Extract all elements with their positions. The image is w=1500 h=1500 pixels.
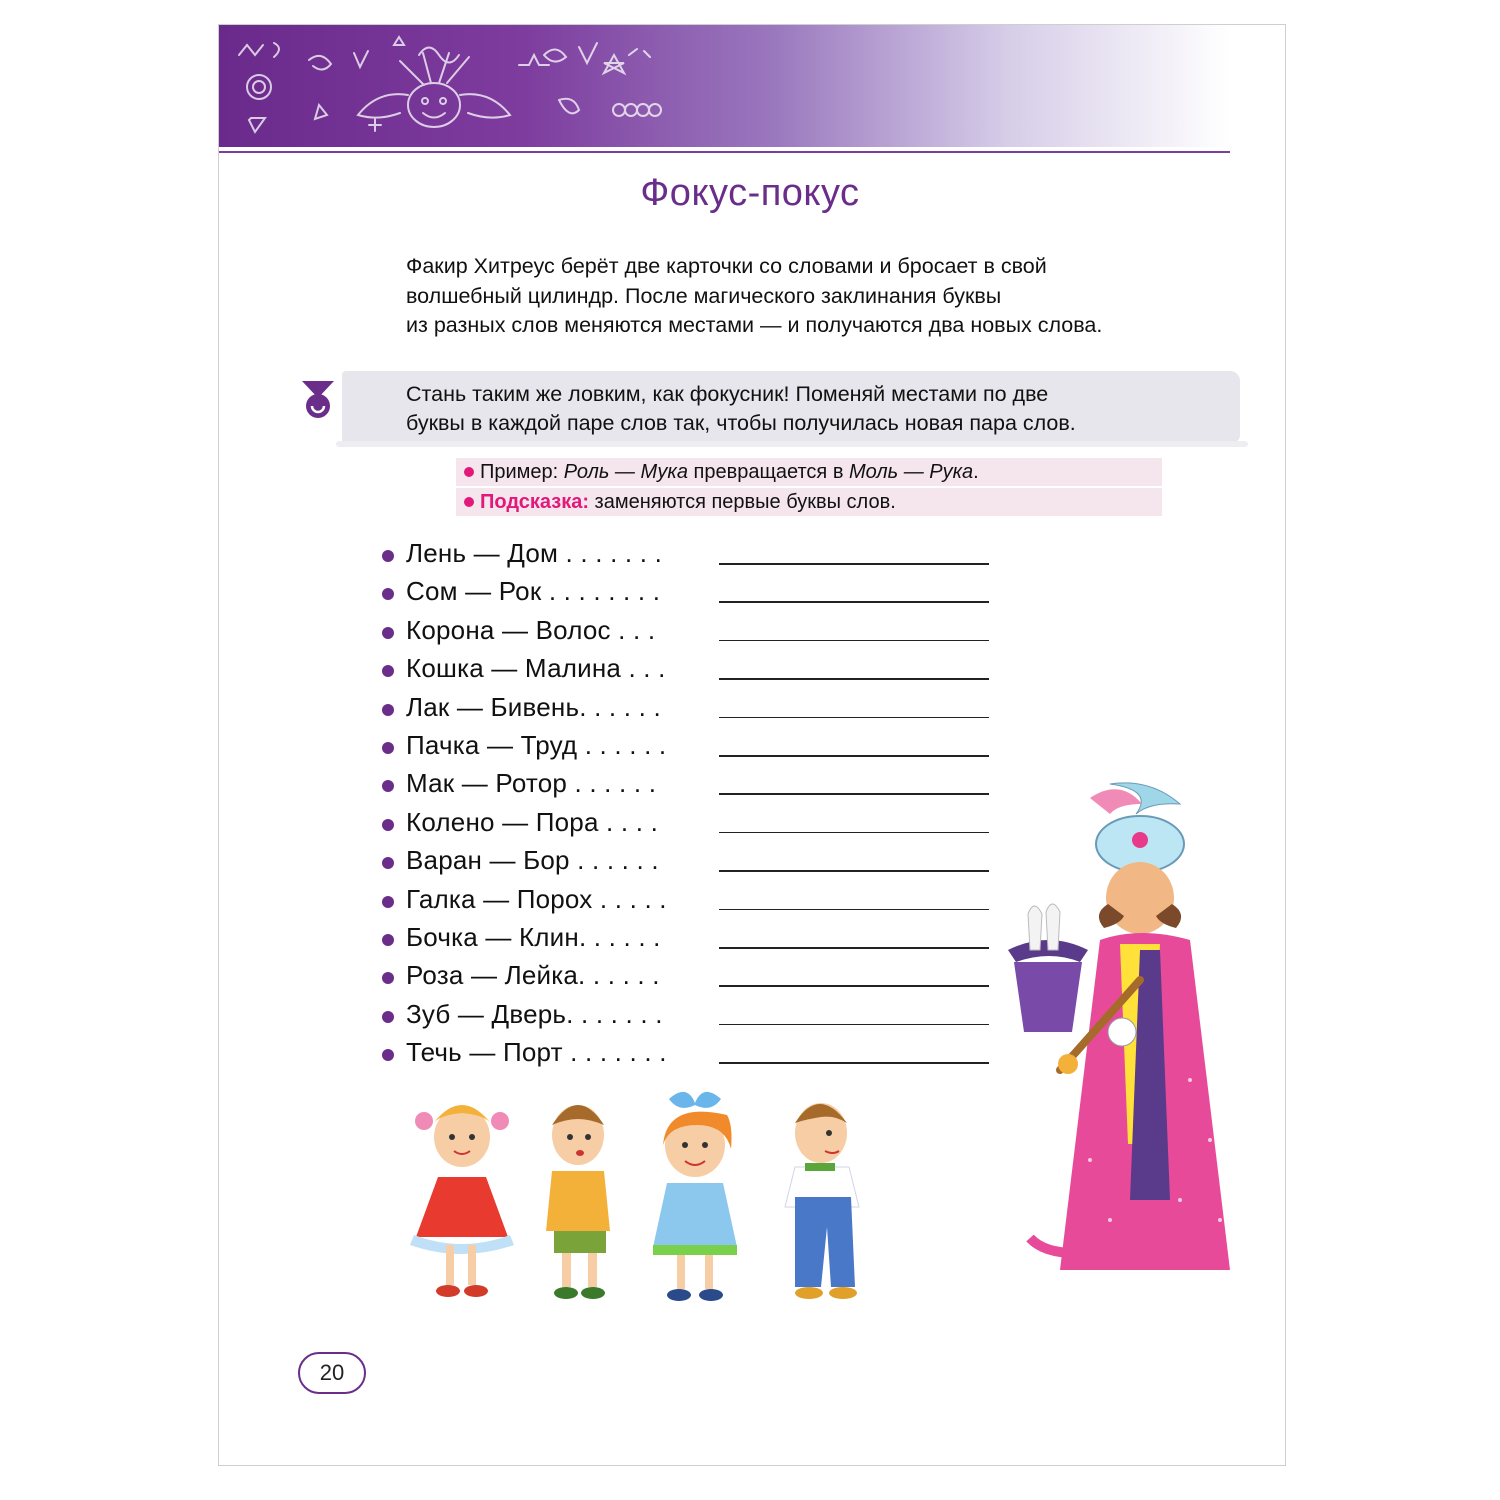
exercise-word-pair: Роза — Лейка. . . . . . (406, 960, 660, 991)
magician-illustration (990, 780, 1280, 1300)
task-line: Стань таким же ловким, как фокусник! Поменяй местами по две (406, 382, 1049, 406)
answer-line[interactable] (719, 985, 989, 987)
intro-line: из разных слов меняются местами — и получаются два новых слова. (406, 313, 1103, 337)
exercise-word-pair: Колено — Пора . . . . (406, 806, 658, 837)
exercise-item (378, 728, 990, 766)
girl-red-dress-figure (410, 1105, 514, 1297)
hint-label: Подсказка: (480, 491, 589, 513)
exercise-item (378, 766, 990, 804)
intro-line: Факир Хитреус берёт две карточки со словами и бросает в свой (406, 254, 1047, 278)
example-suffix: . (973, 461, 979, 483)
bullet-icon (382, 1011, 394, 1023)
exercise-word-pair: Лень — Дом . . . . . . . (406, 538, 663, 568)
answer-line[interactable] (719, 793, 989, 795)
bullet-icon (382, 857, 394, 869)
exercise-item (378, 843, 990, 881)
bullet-icon (382, 742, 394, 754)
example-bullet-icon (464, 467, 474, 477)
exercise-word-pair: Мак — Ротор . . . . . . (406, 768, 657, 799)
task-marker-icon (300, 378, 336, 422)
exercise-word-pair: Пачка — Труд . . . . . . (406, 730, 667, 760)
exercise-word-pair: Кошка — Малина . . . (406, 653, 666, 684)
answer-line[interactable] (719, 870, 989, 872)
exercise-word-pair: Зуб — Дверь. . . . . . . (406, 998, 663, 1029)
girl-blue-dress-figure (653, 1092, 737, 1301)
answer-line[interactable] (719, 755, 989, 757)
example-middle: превращается в (687, 461, 849, 483)
exercise-item (378, 958, 990, 996)
task-line: буквы в каждой паре слов так, чтобы получилась новая пара слов. (406, 411, 1076, 435)
answer-line[interactable] (719, 678, 989, 680)
page-number: 20 (298, 1352, 366, 1394)
bullet-icon (382, 1049, 394, 1061)
bullet-icon (382, 896, 394, 908)
answer-line[interactable] (719, 1062, 989, 1064)
task-text (406, 380, 1236, 438)
exercise-item (378, 882, 990, 920)
exercise-word-pair: Бочка — Клин. . . . . . (406, 922, 661, 952)
bullet-icon (382, 704, 394, 716)
bullet-icon (382, 588, 394, 600)
bullet-icon (382, 665, 394, 677)
example-box (456, 458, 1162, 486)
hint-box (456, 488, 1162, 516)
page-title: Фокус-покус (640, 172, 860, 214)
bullet-icon (382, 780, 394, 792)
exercise-item (378, 920, 990, 958)
example-prefix: Пример: (480, 461, 564, 483)
exercise-item (378, 574, 990, 612)
bullet-icon (382, 627, 394, 639)
header-rule (219, 151, 1230, 153)
answer-line[interactable] (719, 909, 989, 911)
example-result-words: Моль — Рука (849, 461, 974, 483)
answer-line[interactable] (719, 717, 989, 719)
exercise-item (378, 690, 990, 728)
banner-doodles (219, 25, 689, 147)
bullet-icon (382, 819, 394, 831)
exercise-item (378, 651, 990, 689)
intro-line: волшебный цилиндр. После магического заклинания буквы (406, 283, 1002, 308)
exercise-item (378, 997, 990, 1035)
answer-line[interactable] (719, 832, 989, 834)
exercise-word-pair: Галка — Порох . . . . . (406, 883, 667, 914)
exercise-item (378, 805, 990, 843)
answer-line[interactable] (719, 601, 989, 603)
exercise-word-pair: Варан — Бор . . . . . . (406, 845, 659, 876)
intro-text (406, 252, 1266, 341)
children-illustration (400, 1085, 900, 1325)
boy-yellow-shirt-figure (546, 1105, 610, 1299)
exercise-item (378, 613, 990, 651)
exercise-word-pair: Течь — Порт . . . . . . . (406, 1037, 667, 1068)
answer-line[interactable] (719, 947, 989, 949)
hint-bullet-icon (464, 497, 474, 507)
exercise-item (378, 536, 990, 574)
example-source-words: Роль — Мука (563, 461, 688, 483)
answer-line[interactable] (719, 563, 989, 565)
exercise-word-pair: Лак — Бивень. . . . . . (406, 691, 661, 722)
hint-text: заменяются первые буквы слов. (589, 491, 896, 513)
answer-line[interactable] (719, 640, 989, 642)
exercise-word-pair: Корона — Волос . . . (406, 614, 656, 645)
exercise-item (378, 1035, 990, 1073)
bullet-icon (382, 550, 394, 562)
bullet-icon (382, 972, 394, 984)
exercise-word-pair: Сом — Рок . . . . . . . . (406, 576, 661, 607)
boy-blue-overalls-figure (785, 1103, 859, 1299)
bullet-icon (382, 934, 394, 946)
answer-line[interactable] (719, 1024, 989, 1026)
